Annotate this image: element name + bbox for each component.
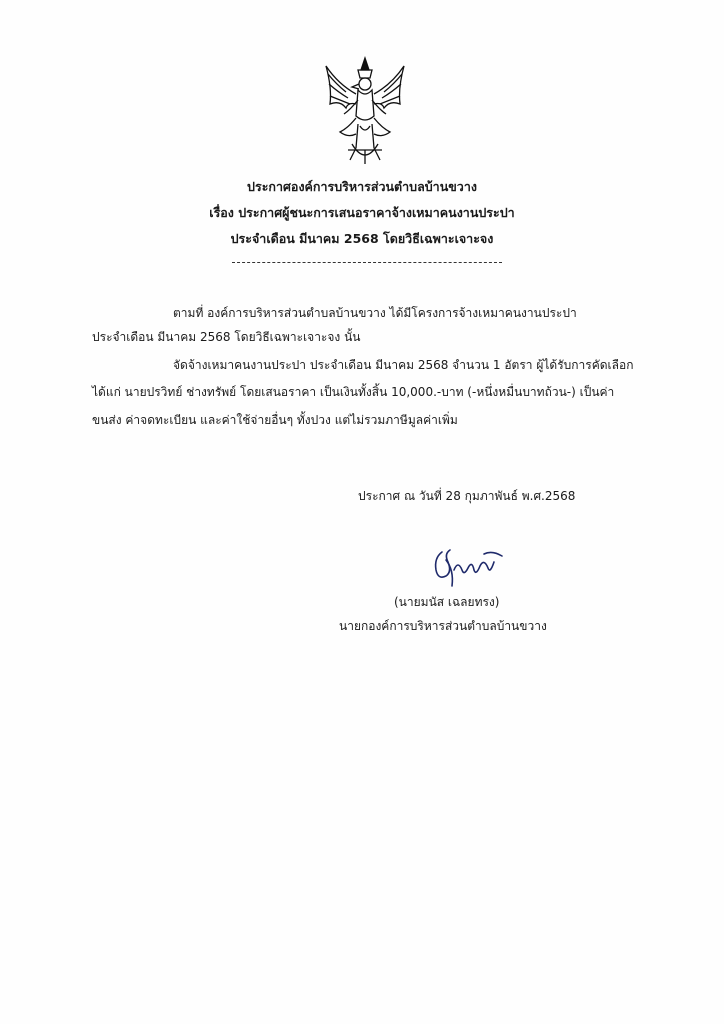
paragraph2-line2: ได้แก่ นายปรวิทย์ ช่างทรัพย์ โดยเสนอราคา เป็นเงินทั้งสิ้น 10,000.-บาท (-หนึ่งหมื่นบาทถ้วน-) เป็นค่า bbox=[92, 385, 615, 399]
paragraph2-line1: จัดจ้างเหมาคนงานประปา ประจำเดือน มีนาคม 2568 จำนวน 1 อัตรา ผู้ได้รับการคัดเลือก bbox=[173, 358, 634, 372]
header-divider bbox=[232, 262, 502, 263]
signer-name: (นายมนัส เฉลยทรง) bbox=[394, 595, 500, 609]
handwritten-signature bbox=[428, 540, 508, 588]
announcement-date: ประกาศ ณ วันที่ 28 กุมภาพันธ์ พ.ศ.2568 bbox=[358, 489, 576, 503]
announcement-issuer: ประกาศองค์การบริหารส่วนตำบลบ้านขวาง bbox=[247, 179, 477, 194]
paragraph2-line3: ขนส่ง ค่าจดทะเบียน และค่าใช้จ่ายอื่นๆ ทั้งปวง แต่ไม่รวมภาษีมูลค่าเพิ่ม bbox=[92, 413, 458, 427]
announcement-subject: เรื่อง ประกาศผู้ชนะการเสนอราคาจ้างเหมาคนงานประปา bbox=[209, 205, 515, 220]
garuda-emblem-icon bbox=[320, 54, 410, 166]
paragraph1-line1: ตามที่ องค์การบริหารส่วนตำบลบ้านขวาง ได้มีโครงการจ้างเหมาคนงานประปา bbox=[173, 306, 577, 320]
signer-title: นายกองค์การบริหารส่วนตำบลบ้านขวาง bbox=[339, 619, 547, 633]
announcement-period: ประจำเดือน มีนาคม 2568 โดยวิธีเฉพาะเจาะจง bbox=[230, 231, 494, 246]
paragraph1-line2: ประจำเดือน มีนาคม 2568 โดยวิธีเฉพาะเจาะจง นั้น bbox=[92, 330, 361, 344]
